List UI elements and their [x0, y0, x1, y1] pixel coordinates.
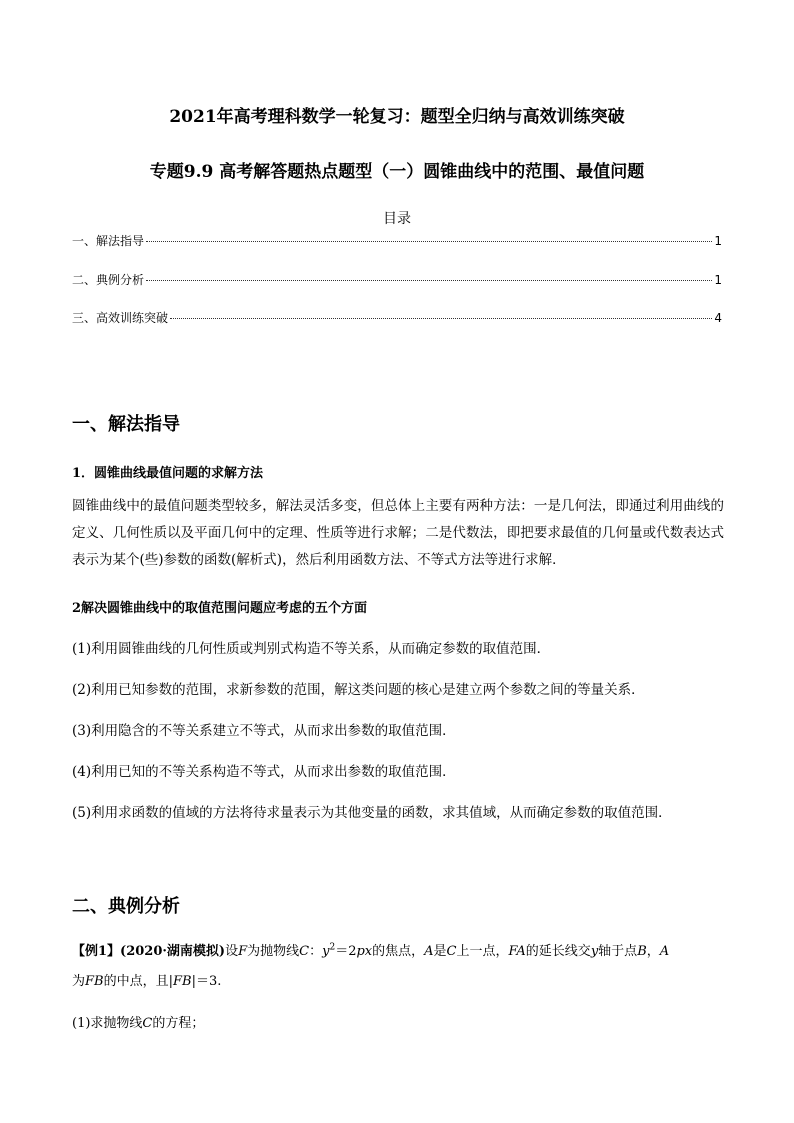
- example-line-2: [72, 970, 732, 989]
- math-var: C: [299, 944, 310, 959]
- toc-leader: [146, 280, 712, 281]
- math-var: A: [659, 944, 670, 959]
- math-var: FB: [85, 974, 104, 989]
- example-text: 的方程；: [152, 1016, 205, 1031]
- list-item: (2)利用已知参数的范围，求新参数的范围，解这类问题的核心是建立两个参数之间的等量关系．: [72, 682, 645, 698]
- math-var: C: [446, 944, 457, 959]
- example-text: |＝3.: [191, 974, 222, 989]
- subsection-heading: 2解决圆锥曲线中的取值范围问题应考虑的五个方面: [72, 601, 368, 616]
- example-text: (1)求抛物线: [72, 1016, 143, 1031]
- list-item: (3)利用隐含的不等关系建立不等式，从而求出参数的取值范围．: [72, 723, 456, 739]
- example-text: 是: [433, 944, 447, 959]
- section-heading: 一、解法指导: [72, 414, 180, 435]
- toc-item-page: 1: [714, 234, 722, 248]
- toc-item[interactable]: [72, 232, 722, 249]
- math-var: FB: [172, 974, 192, 989]
- toc-item-page: 1: [714, 273, 722, 287]
- toc-item[interactable]: [72, 309, 722, 326]
- example-text: ＝2: [335, 944, 357, 959]
- body-paragraph: 圆锥曲线中的最值问题类型较多，解法灵活多变，但总体上主要有两种方法：一是几何法，即通过利用曲线的定义、几何性质以及平面几何中的定理、性质等进行求解；二是代数法，即把要求最值的几何量或代数表达式表示为某个(些)参数的函数(解析式)，然后利用函数方法、不等式方法等进行求解．: [72, 498, 724, 568]
- example-text: 的焦点，: [372, 944, 425, 959]
- list-item: (5)利用求函数的值域的方法将待求量表示为其他变量的函数，求其值域，从而确定参数的取值范围．: [72, 805, 672, 821]
- section-heading: 二、典例分析: [72, 896, 180, 917]
- list-item: (4)利用已知的不等关系构造不等式，从而求出参数的取值范围．: [72, 764, 456, 780]
- example-text: ，: [646, 944, 660, 959]
- example-text: 的延长线交: [525, 944, 591, 959]
- example-text: 设: [225, 944, 239, 959]
- example-question-1: [72, 1012, 732, 1031]
- toc-item-page: 4: [714, 311, 722, 325]
- math-exponent: 2: [329, 942, 336, 953]
- example-text: 上一点，: [456, 944, 509, 959]
- toc-item-label: 一、解法指导: [72, 234, 145, 248]
- toc-heading: 目录: [383, 211, 411, 227]
- example-text: 为: [72, 974, 86, 989]
- document-title: 2021年高考理科数学一轮复习：题型全归纳与高效训练突破: [169, 107, 625, 127]
- math-var: FA: [508, 944, 526, 959]
- toc-item-label: 二、典例分析: [72, 273, 145, 287]
- toc-leader: [146, 241, 712, 242]
- math-var: F: [238, 944, 248, 959]
- example-text: 轴于点: [598, 944, 638, 959]
- document-subtitle: 专题9.9 高考解答题热点题型（一）圆锥曲线中的范围、最值问题: [149, 162, 645, 182]
- math-var: B: [637, 944, 647, 959]
- toc-leader: [170, 318, 712, 319]
- math-var: A: [424, 944, 434, 959]
- example-text: 的中点，且|: [103, 974, 173, 989]
- example-text: ：: [309, 944, 323, 959]
- toc-item[interactable]: [72, 271, 722, 288]
- list-item: (1)利用圆锥曲线的几何性质或判别式构造不等关系，从而确定参数的取值范围．: [72, 641, 551, 657]
- math-var: px: [356, 944, 373, 959]
- toc-item-label: 三、高效训练突破: [72, 311, 169, 325]
- math-var: y: [590, 944, 599, 959]
- example-tag: 【例1】(2020·湖南模拟): [72, 944, 226, 959]
- math-var: C: [142, 1016, 153, 1031]
- subsection-heading: 1．圆锥曲线最值问题的求解方法: [72, 466, 264, 481]
- math-var: y: [322, 944, 330, 959]
- example-text: 为抛物线: [247, 944, 300, 959]
- example-line-1: [72, 940, 732, 959]
